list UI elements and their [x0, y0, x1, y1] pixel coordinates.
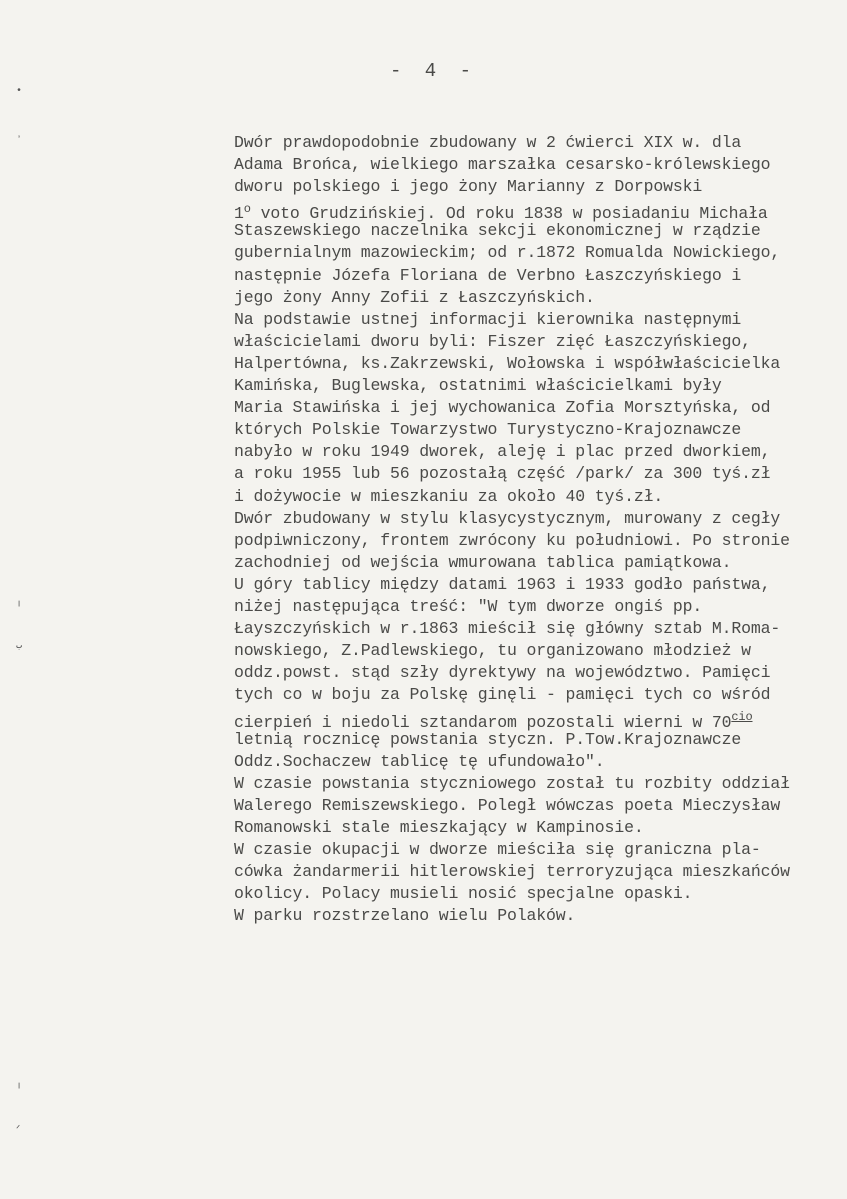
text-line: Staszewskiego naczelnika sekcji ekonomicznej w rządzie: [234, 221, 761, 241]
text-line: Na podstawie ustnej informacji kierownika następnymi: [234, 309, 742, 329]
superscript: o: [243, 202, 251, 217]
text-line: [234, 198, 834, 224]
text-line: Dwór zbudowany w stylu klasycystycznym, murowany z cegły: [234, 508, 781, 528]
text-line: Dwór prawdopodobnie zbudowany w 2 ćwierci XIX w. dla: [234, 133, 742, 152]
text-line: tych co w boju za Polskę ginęli - pamięci tych co wśród: [234, 685, 771, 705]
text-segment: voto Grudzińskiej. Od roku 1838 w posiadaniu Michała: [250, 204, 768, 224]
text-line: niżej następująca treść: "W tym dworze ongiś pp.: [234, 596, 703, 616]
text-line: następnie Józefa Floriana de Verbno Łaszczyńskiego i: [234, 265, 742, 285]
text-segment: cierpień i niedoli sztandarom pozostali wierni w 70: [234, 713, 732, 733]
margin-mark: •: [16, 86, 23, 97]
text-line: gubernialnym mazowieckim; od r.1872 Romualda Nowickiego,: [234, 243, 781, 263]
text-line: letnią rocznicę powstania styczn. P.Tow.Krajoznawcze: [234, 729, 742, 749]
document-body: [234, 132, 834, 927]
text-segment: 1: [234, 204, 244, 224]
text-line: właścicielami dworu byli: Fiszer zięć Łaszczyńskiego,: [234, 331, 751, 351]
margin-mark: ╷: [16, 1079, 23, 1090]
text-line: Łayszczyńskich w r.1863 mieścił się główny sztab M.Roma-: [234, 619, 781, 639]
text-line: nowskiego, Z.Padlewskiego, tu organizowano młodzież w: [234, 641, 751, 661]
text-line: i dożywocie w mieszkaniu za około 40 tyś.zł.: [234, 486, 664, 506]
text-line: U góry tablicy między datami 1963 i 1933 godło państwa,: [234, 574, 771, 594]
text-line: nabyło w roku 1949 dworek, aleję i plac przed dworkiem,: [234, 442, 771, 462]
text-line: Maria Stawińska i jej wychowanica Zofia Morsztyńska, od: [234, 398, 771, 418]
text-line: Adama Brońca, wielkiego marszałka cesarsko-królewskiego: [234, 155, 771, 175]
margin-mark: ᐟ: [16, 1125, 21, 1136]
text-line: a roku 1955 lub 56 pozostałą część /park/ za 300 tyś.zł: [234, 464, 771, 484]
margin-mark: ╷: [16, 597, 23, 608]
page-number: - 4 -: [389, 60, 477, 82]
text-line: W parku rozstrzelano wielu Polaków.: [234, 906, 576, 926]
text-line: Walerego Remiszewskiego. Poległ wówczas poeta Mieczysław: [234, 795, 781, 815]
text-line: [234, 706, 834, 733]
text-line: Romanowski stale mieszkający w Kampinosie.: [234, 817, 644, 837]
margin-mark: ʼ: [16, 136, 23, 147]
text-line: których Polskie Towarzystwo Turystyczno-Krajoznawcze: [234, 420, 742, 440]
margin-mark: ب: [16, 641, 23, 652]
text-line: oddz.powst. stąd szły dyrektywy na województwo. Pamięci: [234, 663, 771, 683]
text-line: Oddz.Sochaczew tablicę tę ufundowało".: [234, 751, 605, 771]
text-line: W czasie okupacji w dworze mieściła się graniczna pla-: [234, 840, 761, 859]
text-line: podpiwniczony, frontem zwrócony ku południowi. Po stronie: [234, 530, 790, 550]
text-line: Kamińska, Buglewska, ostatnimi właścicielkami były: [234, 376, 722, 396]
text-line: dworu polskiego i jego żony Marianny z Dorpowski: [234, 177, 703, 197]
text-line: Halpertówna, ks.Zakrzewski, Wołowska i współwłaścicielka: [234, 353, 781, 373]
text-line: okolicy. Polacy musieli nosić specjalne opaski.: [234, 884, 693, 904]
superscript: cio: [731, 710, 753, 725]
text-line: W czasie powstania styczniowego został tu rozbity oddział: [234, 773, 790, 793]
text-line: jego żony Anny Zofii z Łaszczyńskich.: [234, 287, 595, 307]
text-line: zachodniej od wejścia wmurowana tablica pamiątkowa.: [234, 552, 732, 572]
text-line: cówka żandarmerii hitlerowskiej terroryzująca mieszkańców: [234, 862, 790, 882]
